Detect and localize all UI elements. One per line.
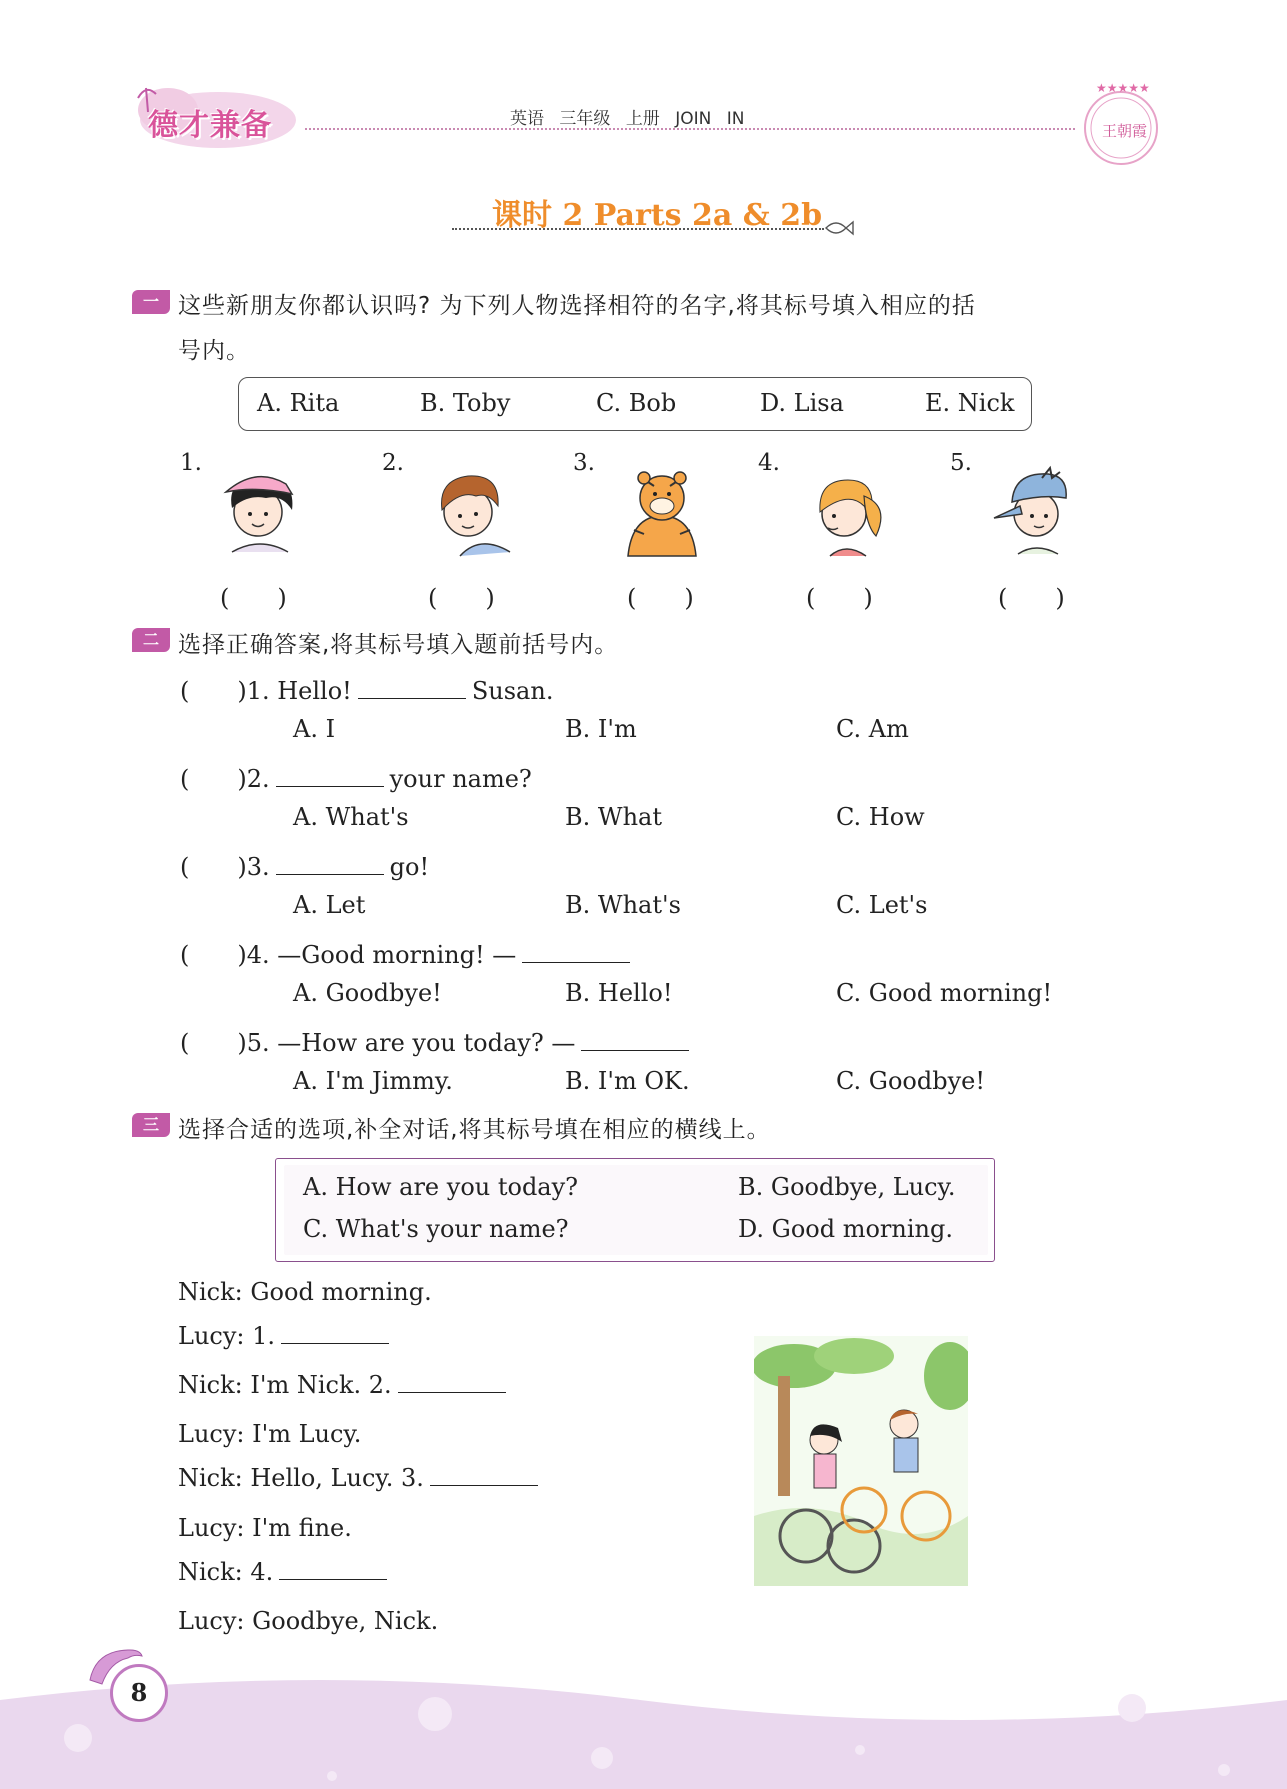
picture-number: 2. <box>382 450 404 476</box>
boy-brown-hair-portrait <box>420 462 516 558</box>
fill-blank[interactable] <box>398 1391 506 1393</box>
edition: JOIN IN <box>675 109 745 129</box>
section1-instruction-line2: 号内。 <box>178 338 250 364</box>
girl-ponytail-portrait <box>800 462 896 558</box>
answer-paren[interactable]: ( ) <box>998 584 1065 612</box>
choice-c: C. Good morning! <box>836 979 1053 1007</box>
answer-paren[interactable]: ( ) <box>220 584 287 612</box>
dialogue-line: Lucy: I'm fine. <box>178 1514 352 1542</box>
section-badge-1: 一 <box>132 290 170 314</box>
fill-blank[interactable] <box>276 873 384 875</box>
girl-cap-portrait <box>212 462 308 558</box>
dialogue-option: D. Good morning. <box>738 1215 953 1243</box>
volume: 上册 <box>625 109 660 129</box>
fill-blank[interactable] <box>276 785 384 787</box>
publisher-seal-icon <box>1078 80 1164 166</box>
dialogue-option: A. How are you today? <box>303 1173 579 1201</box>
title-underline <box>452 228 824 230</box>
name-option: C. Bob <box>596 389 677 417</box>
choice-c: C. Let's <box>836 891 928 919</box>
name-option: B. Toby <box>420 389 511 417</box>
dialogue-line: Nick: 4. <box>178 1558 393 1586</box>
section-badge-3: 三 <box>132 1113 170 1137</box>
question-2: ( )2. your name? <box>180 765 532 793</box>
page-number: 8 <box>110 1664 168 1722</box>
dialogue-option: C. What's your name? <box>303 1215 569 1243</box>
dialogue-line: Lucy: Goodbye, Nick. <box>178 1607 439 1635</box>
section-badge-2: 二 <box>132 628 170 652</box>
dialogue-line: Lucy: I'm Lucy. <box>178 1420 362 1448</box>
question-3: ( )3. go! <box>180 853 430 881</box>
fish-icon <box>824 216 854 238</box>
fill-blank[interactable] <box>358 697 466 699</box>
footer-wave <box>0 1660 1287 1789</box>
lesson-title: 课时 2 Parts 2a & 2b <box>492 198 823 233</box>
question-1: ( )1. Hello! Susan. <box>180 677 554 705</box>
seal-lettering: 王朝霞 <box>1102 122 1148 140</box>
choice-b: B. I'm <box>565 715 637 743</box>
choice-a: A. I <box>293 715 336 743</box>
choice-a: A. Goodbye! <box>293 979 442 1007</box>
choice-a: A. I'm Jimmy. <box>293 1067 453 1095</box>
name-option: D. Lisa <box>760 389 844 417</box>
dialogue-option: B. Goodbye, Lucy. <box>738 1173 956 1201</box>
choice-a: A. What's <box>293 803 409 831</box>
choice-a: A. Let <box>293 891 366 919</box>
boy-blue-cap-portrait <box>984 460 1080 556</box>
brand-name: 德才兼备 <box>148 108 272 143</box>
choice-c: C. How <box>836 803 925 831</box>
fill-blank[interactable] <box>581 1049 689 1051</box>
subject: 英语 <box>510 109 544 129</box>
tiger-portrait <box>614 460 710 558</box>
kids-riding-bikes-illustration <box>754 1336 968 1586</box>
section2-instruction: 选择正确答案,将其标号填入题前括号内。 <box>178 632 619 658</box>
picture-number: 4. <box>758 450 780 476</box>
section1-instruction-line1: 这些新朋友你都认识吗? 为下列人物选择相符的名字,将其标号填入相应的括 <box>178 293 976 319</box>
fill-blank[interactable] <box>430 1484 538 1486</box>
grade: 三年级 <box>559 109 611 129</box>
dialogue-line: Lucy: 1. <box>178 1322 395 1350</box>
choice-b: B. What's <box>565 891 681 919</box>
dialogue-line: Nick: I'm Nick. 2. <box>178 1371 512 1399</box>
choice-b: B. Hello! <box>565 979 673 1007</box>
answer-paren[interactable]: ( ) <box>428 584 495 612</box>
fill-blank[interactable] <box>279 1578 387 1580</box>
choice-b: B. What <box>565 803 662 831</box>
answer-paren[interactable]: ( ) <box>627 584 694 612</box>
dialogue-line: Nick: Hello, Lucy. 3. <box>178 1464 544 1492</box>
picture-number: 5. <box>950 450 972 476</box>
name-option: E. Nick <box>925 389 1015 417</box>
fill-blank[interactable] <box>522 961 630 963</box>
choice-b: B. I'm OK. <box>565 1067 690 1095</box>
question-5: ( )5. —How are you today? — <box>180 1023 695 1058</box>
choice-c: C. Goodbye! <box>836 1067 985 1095</box>
fill-blank[interactable] <box>281 1342 389 1344</box>
choice-c: C. Am <box>836 715 909 743</box>
name-option: A. Rita <box>257 389 340 417</box>
svg-text:★★★★★: ★★★★★ <box>1096 81 1150 95</box>
picture-number: 3. <box>573 450 595 476</box>
dialogue-line: Nick: Good morning. <box>178 1278 432 1306</box>
answer-paren[interactable]: ( ) <box>806 584 873 612</box>
question-4: ( )4. —Good morning! — <box>180 935 636 970</box>
book-info <box>510 104 744 129</box>
section3-instruction: 选择合适的选项,补全对话,将其标号填在相应的横线上。 <box>178 1117 771 1143</box>
picture-number: 1. <box>180 450 202 476</box>
